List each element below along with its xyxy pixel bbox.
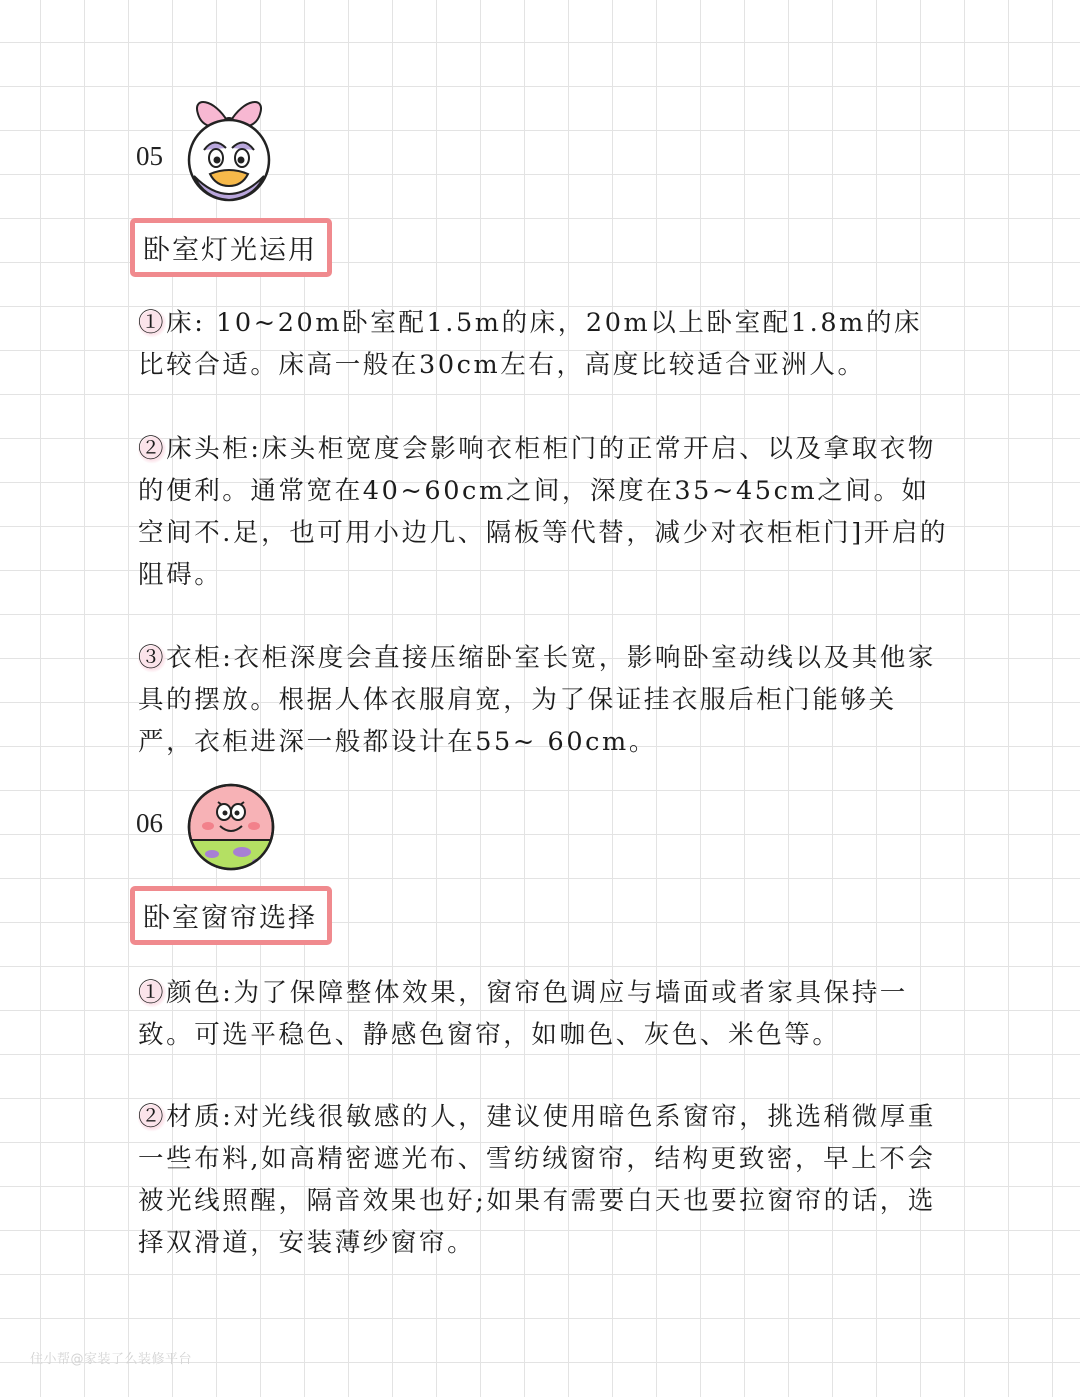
section-title: 卧室灯光运用 — [130, 218, 332, 277]
paragraph-text: 衣柜:衣柜深度会直接压缩卧室长宽，影响卧室动线以及其他家具的摆放。根据人体衣服肩宽，为了保证挂衣服后柜门能够关严，衣柜进深一般都设计在55~ 60cm。 — [138, 643, 937, 757]
patrick-star-icon — [184, 782, 278, 872]
paragraph-text: 材质:对光线很敏感的人，建议使用暗色系窗帘，挑选稍微厚重一些布料,如高精密遮光布、雪纺绒窗帘，结构更致密，早上不会被光线照醒，隔音效果也好;如果有需要白天也要拉窗帘的话，选择双滑道，安装薄纱窗帘。 — [138, 1102, 937, 1258]
list-marker: ① — [138, 978, 167, 1008]
paragraph — [138, 1096, 950, 1264]
list-marker: ② — [138, 1102, 167, 1132]
section-number: 06 — [136, 808, 163, 838]
paragraph — [138, 972, 950, 1056]
section-title: 卧室窗帘选择 — [130, 886, 332, 945]
daisy-duck-icon — [184, 92, 274, 204]
paragraph — [138, 428, 950, 596]
list-marker: ② — [138, 434, 167, 464]
paragraph — [138, 637, 950, 763]
list-marker: ③ — [138, 643, 167, 673]
watermark: 住小帮@家装了么装修平台 — [30, 1352, 193, 1367]
paragraph-text: 床: 10~20m卧室配1.5m的床，20m以上卧室配1.8m的床比较合适。床高一般在30cm左右，高度比较适合亚洲人。 — [138, 308, 923, 380]
list-marker: ① — [138, 308, 167, 338]
paragraph — [138, 302, 950, 386]
paragraph-text: 床头柜:床头柜宽度会影响衣柜柜门的正常开启、以及拿取衣物的便利。通常宽在40~60cm之间，深度在35~45cm之间。如空间不.足，也可用小边几、隔板等代替，减少对衣柜柜门]开启的阻碍。 — [138, 434, 949, 590]
paragraph-text: 颜色:为了保障整体效果，窗帘色调应与墙面或者家具保持一致。可选平稳色、静感色窗帘，如咖色、灰色、米色等。 — [138, 978, 908, 1050]
section-number: 05 — [136, 141, 163, 171]
